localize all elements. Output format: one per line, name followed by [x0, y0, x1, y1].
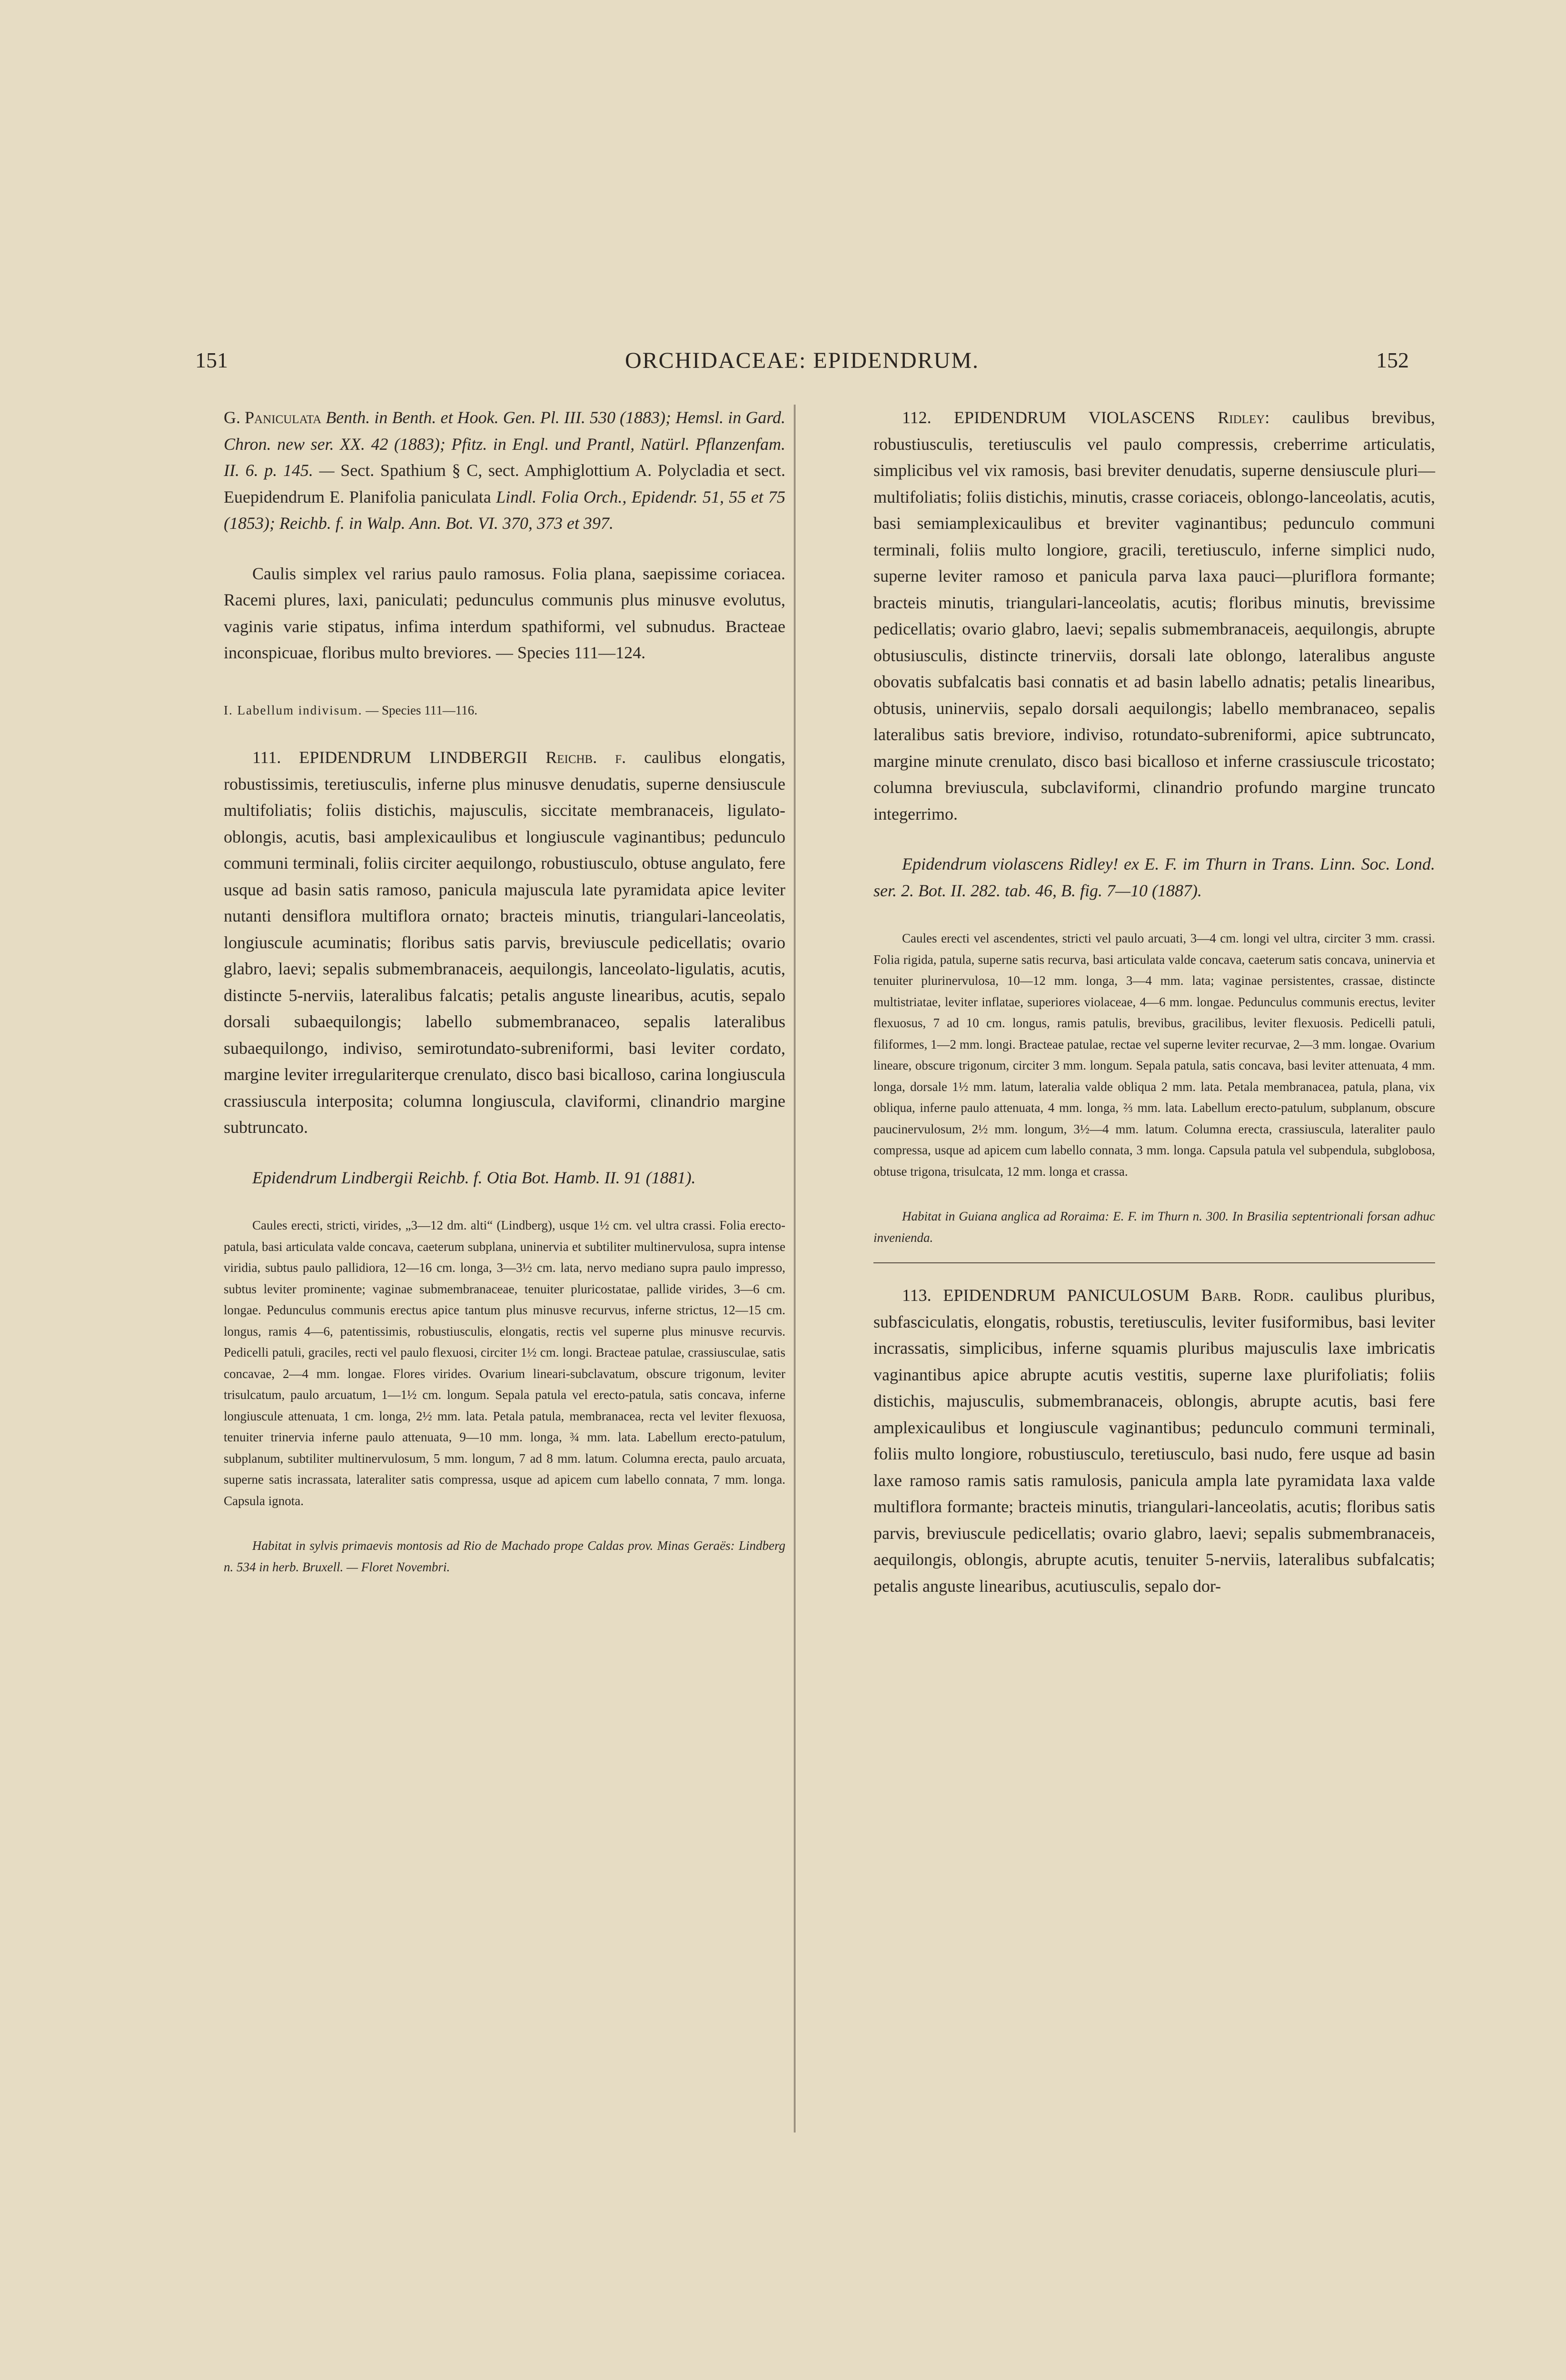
page-number-left: 151 [195, 348, 228, 372]
species-112-reference: Epidendrum violascens Ridley! ex E. F. im Thurn in Trans. Linn. Soc. Lond. ser. 2. Bot. II. 282. tab. 46, B. fig. 7—10 (1887). [873, 854, 1435, 900]
section-g-description: Caulis simplex vel rarius paulo ramosus. Folia plana, saepissime coriacea. Racemi plures, laxi, paniculati; pedunculus communis plus minusve evolutus, vaginis varie stipatus, infima interdum spathiformi, vel subnudus. Bracteae inconspicuae, floribus multo breviores. — Species 111—124. [224, 564, 785, 662]
subsection-heading: I. Labellum indivisum. — Species 111—116. [224, 703, 477, 717]
right-column [873, 405, 1435, 1599]
running-title: ORCHIDACEAE: EPIDENDRUM. [625, 348, 979, 373]
species-113: 113. EPIDENDRUM PANICULOSUM Barb. Rodr. caulibus pluribus, subfasciculatis, elongatis, robustis, teretiusculis, leviter fusiformibus, basi leviter incrassatis, simplicibus, inferne squamis pluribus majusculis laxe imbricatis vaginantibus apice abrupte acutis vestitis, superne laxe plurifoliatis; foliis distichis, majusculis, submembranaceis, oblongis, abrupte acutis, basi fere amplexicaulibus et longiuscule vaginantibus; pedunculo communi terminali, foliis multo longiore, robustiusculo, teretiusculo, basi nudo, fere usque ad basin laxe ramoso ramis satis ramulosis, panicula ampla late pyramidata laxa valde multiflora formante; bracteis minutis, triangulari-lanceolatis, acutis; floribus satis parvis, breviuscule pedicellatis; ovario glabro, laevi; sepalis submembranaceis, aequilongis, oblongis, abrupte acutis, tenuiter 5-nerviis, lateralibus subfalcatis; petalis anguste linearibus, acutiusculis, sepalo dor- [873, 1286, 1435, 1596]
species-111-notes: Caules erecti, stricti, virides, „3—12 dm. alti“ (Lindberg), usque 1½ cm. vel ultra crassi. Folia erecto-patula, basi articulata valde concava, caeterum subplana, uninervia et subtiliter multinervulosa, supra intense viridia, subtus paulo pallidiora, 12—16 cm. longa, 3—3½ cm. lata, nervo mediano supra paulo impresso, subtus leviter prominente; vaginae submembranaceae, tenuiter pluricostatae, pallide virides, 3—6 cm. longae. Pedunculus communis erectus apice tantum plus minusve recurvus, inferne strictus, 12—15 cm. longus, ramis 4—6, patentissimis, robustiusculis, elongatis, rectis vel superne plus minusve recurvis. Pedicelli patuli, graciles, recti vel paulo flexuosi, circiter 1½ cm. longi. Bracteae patulae, crassiusculae, satis concavae, 2—4 mm. longae. Flores virides. Ovarium lineari-subclavatum, obscure trigonum, leviter trisulcatum, paulo arcuatum, 1—1½ cm. longum. Sepala patula vel erecto-patula, satis concava, inferne longiuscule attenuata, 1 cm. longa, 2½ mm. lata. Petala patula, membranacea, recta vel leviter flexuosa, tenuiter trinervia inferne paulo attenuata, 9—10 mm. longa, ¾ mm. lata. Labellum erecto-patulum, subplanum, subtiliter multinervulosum, 5 mm. longum, 7 ad 8 mm. latum. Columna erecta, paulo arcuata, superne satis incrassata, lateraliter satis compressa, usque ad apicem cum labello connata, 7 mm. longa. Capsula ignota. [224, 1218, 785, 1508]
species-111: 111. EPIDENDRUM LINDBERGII Reichb. f. caulibus elongatis, robustissimis, teretiusculis, inferne plus minusve denudatis, superne densiuscule multifoliatis; foliis distichis, majusculis, siccitate membranaceis, ligulato-oblongis, acutis, basi amplexicaulibus et longiuscule vaginantibus; pedunculo communi terminali, foliis circiter aequilongo, robustiusculo, obtuse angulato, fere usque ad basin satis ramoso, panicula majuscula late pyramidata apice leviter nutanti densiflora multiflora ornato; bracteis minutis, triangulari-lanceolatis, longiuscule acuminatis; floribus satis parvis, breviuscule pedicellatis; ovario glabro, laevi; sepalis submembranaceis, aequilongis, lanceolato-ligulatis, acutis, distincte 5-nerviis, lateralibus falcatis; petalis anguste linearibus, acutis, sepalo dorsali subaequilongis; labello submembranaceo, sepalis lateralibus subaequilongo, indiviso, semirotundato-subreniformi, basi leviter cordato, margine leviter irregulariterque crenulato, disco basi bicalloso, carina longiuscula crassiuscula interposita; columna longiuscula, claviformi, clinandrio margine subtruncato. [224, 748, 785, 1137]
species-112: 112. EPIDENDRUM VIOLASCENS Ridley: caulibus brevibus, robustiusculis, teretiusculis vel paulo compressis, creberrime articulatis, simplicibus vel vix ramosis, basi breviter denudatis, superne densiuscule pluri—multifoliatis; foliis distichis, minutis, crasse coriaceis, oblongo-lanceolatis, acutis, basi semiamplexicaulibus et breviter vaginantibus; pedunculo communi terminali, foliis multo longiore, gracili, teretiusculo, inferne simplici nudo, superne leviter ramoso et panicula parva laxa pauci—pluriflora formante; bracteis minutis, triangulari-lanceolatis, acutis; floribus minutis, brevissime pedicellatis; ovario glabro, laevi; sepalis submembranaceis, aequilongis, abrupte obtusiusculis, distincte trinerviis, dorsali late oblongo, lateralibus anguste obovatis subfalcatis basi connatis et ad basin labello adnatis; petalis linearibus, obtusis, uninerviis, sepalo dorsali aequilongis; labello membranaceo, sepalis lateralibus satis breviore, indiviso, rotundato-subreniformi, apice subtruncato, margine minute crenulato, disco basi bicalloso et inferne crassiuscule tricostato; columna breviuscula, subclaviformi, clinandrio profundo margine truncato integerrimo. [873, 408, 1435, 823]
species-112-habitat: Habitat in Guiana anglica ad Roraima: E. F. im Thurn n. 300. In Brasilia septentrionali forsan adhuc invenienda. [873, 1209, 1435, 1245]
species-111-habitat: Habitat in sylvis primaevis montosis ad Rio de Machado prope Caldas prov. Minas Geraës: Lindberg n. 534 in herb. Bruxell. — Floret Novembri. [224, 1538, 785, 1574]
running-header [195, 347, 1409, 386]
column-divider [794, 405, 795, 2132]
species-112-notes: Caules erecti vel ascendentes, stricti vel paulo arcuati, 3—4 cm. longi vel ultra, circiter 3 mm. crassi. Folia rigida, patula, superne satis recurva, basi articulata valde concava, caeterum satis concava, uninervia et tenuiter plurinervulosa, 10—12 mm. longa, 3—4 mm. lata; vaginae persistentes, crassae, distincte multistriatae, leviter inflatae, superiores violaceae, 4—6 mm. longae. Pedunculus communis erectus, leviter flexuosus, 7 ad 10 cm. longus, ramis patulis, brevibus, gracilibus, leviter flexuosis. Pedicelli patuli, filiformes, 1—2 mm. longi. Bracteae patulae, rectae vel superne leviter recurvae, 2—3 mm. longae. Ovarium lineare, obscure trigonum, circiter 3 mm. longum. Sepala patula, satis concava, basi leviter attenuata, 4 mm. longa, dorsale 1½ mm. latum, lateralia valde obliqua 2 mm. lata. Petala membranacea, patula, plana, vix obliqua, inferne paulo attenuata, 4 mm. longa, ⅔ mm. lata. Labellum erecto-patulum, subplanum, obscure paucinervulosum, 2½ mm. longum, 3½—4 mm. latum. Columna erecta, crassiuscula, lateraliter paulo compressa, usque ad apicem cum labello connata, 3 mm. longa. Capsula patula vel subpendula, subglobosa, obtuse trigona, trisulcata, 12 mm. longa et crassa. [873, 931, 1435, 1179]
section-separator [873, 1262, 1435, 1263]
section-g-heading: G. Paniculata Benth. in Benth. et Hook. Gen. Pl. III. 530 (1883); Hemsl. in Gard. Chron. new ser. XX. 42 (1883); Pfitz. in Engl. und Prantl, Natürl. Pflanzenfam. II. 6. p. 145. — Sect. Spathium § C, sect. Amphiglottium A. Polycladia et sect. Euepidendrum E. Planifolia paniculata Lindl. Folia Orch., Epidendr. 51, 55 et 75 (1853); Reichb. f. in Walp. Ann. Bot. VI. 370, 373 et 397. [224, 408, 786, 533]
page-number-right: 152 [1376, 348, 1409, 372]
species-111-reference: Epidendrum Lindbergii Reichb. f. Otia Bot. Hamb. II. 91 (1881). [252, 1168, 696, 1187]
left-column [224, 405, 785, 1577]
